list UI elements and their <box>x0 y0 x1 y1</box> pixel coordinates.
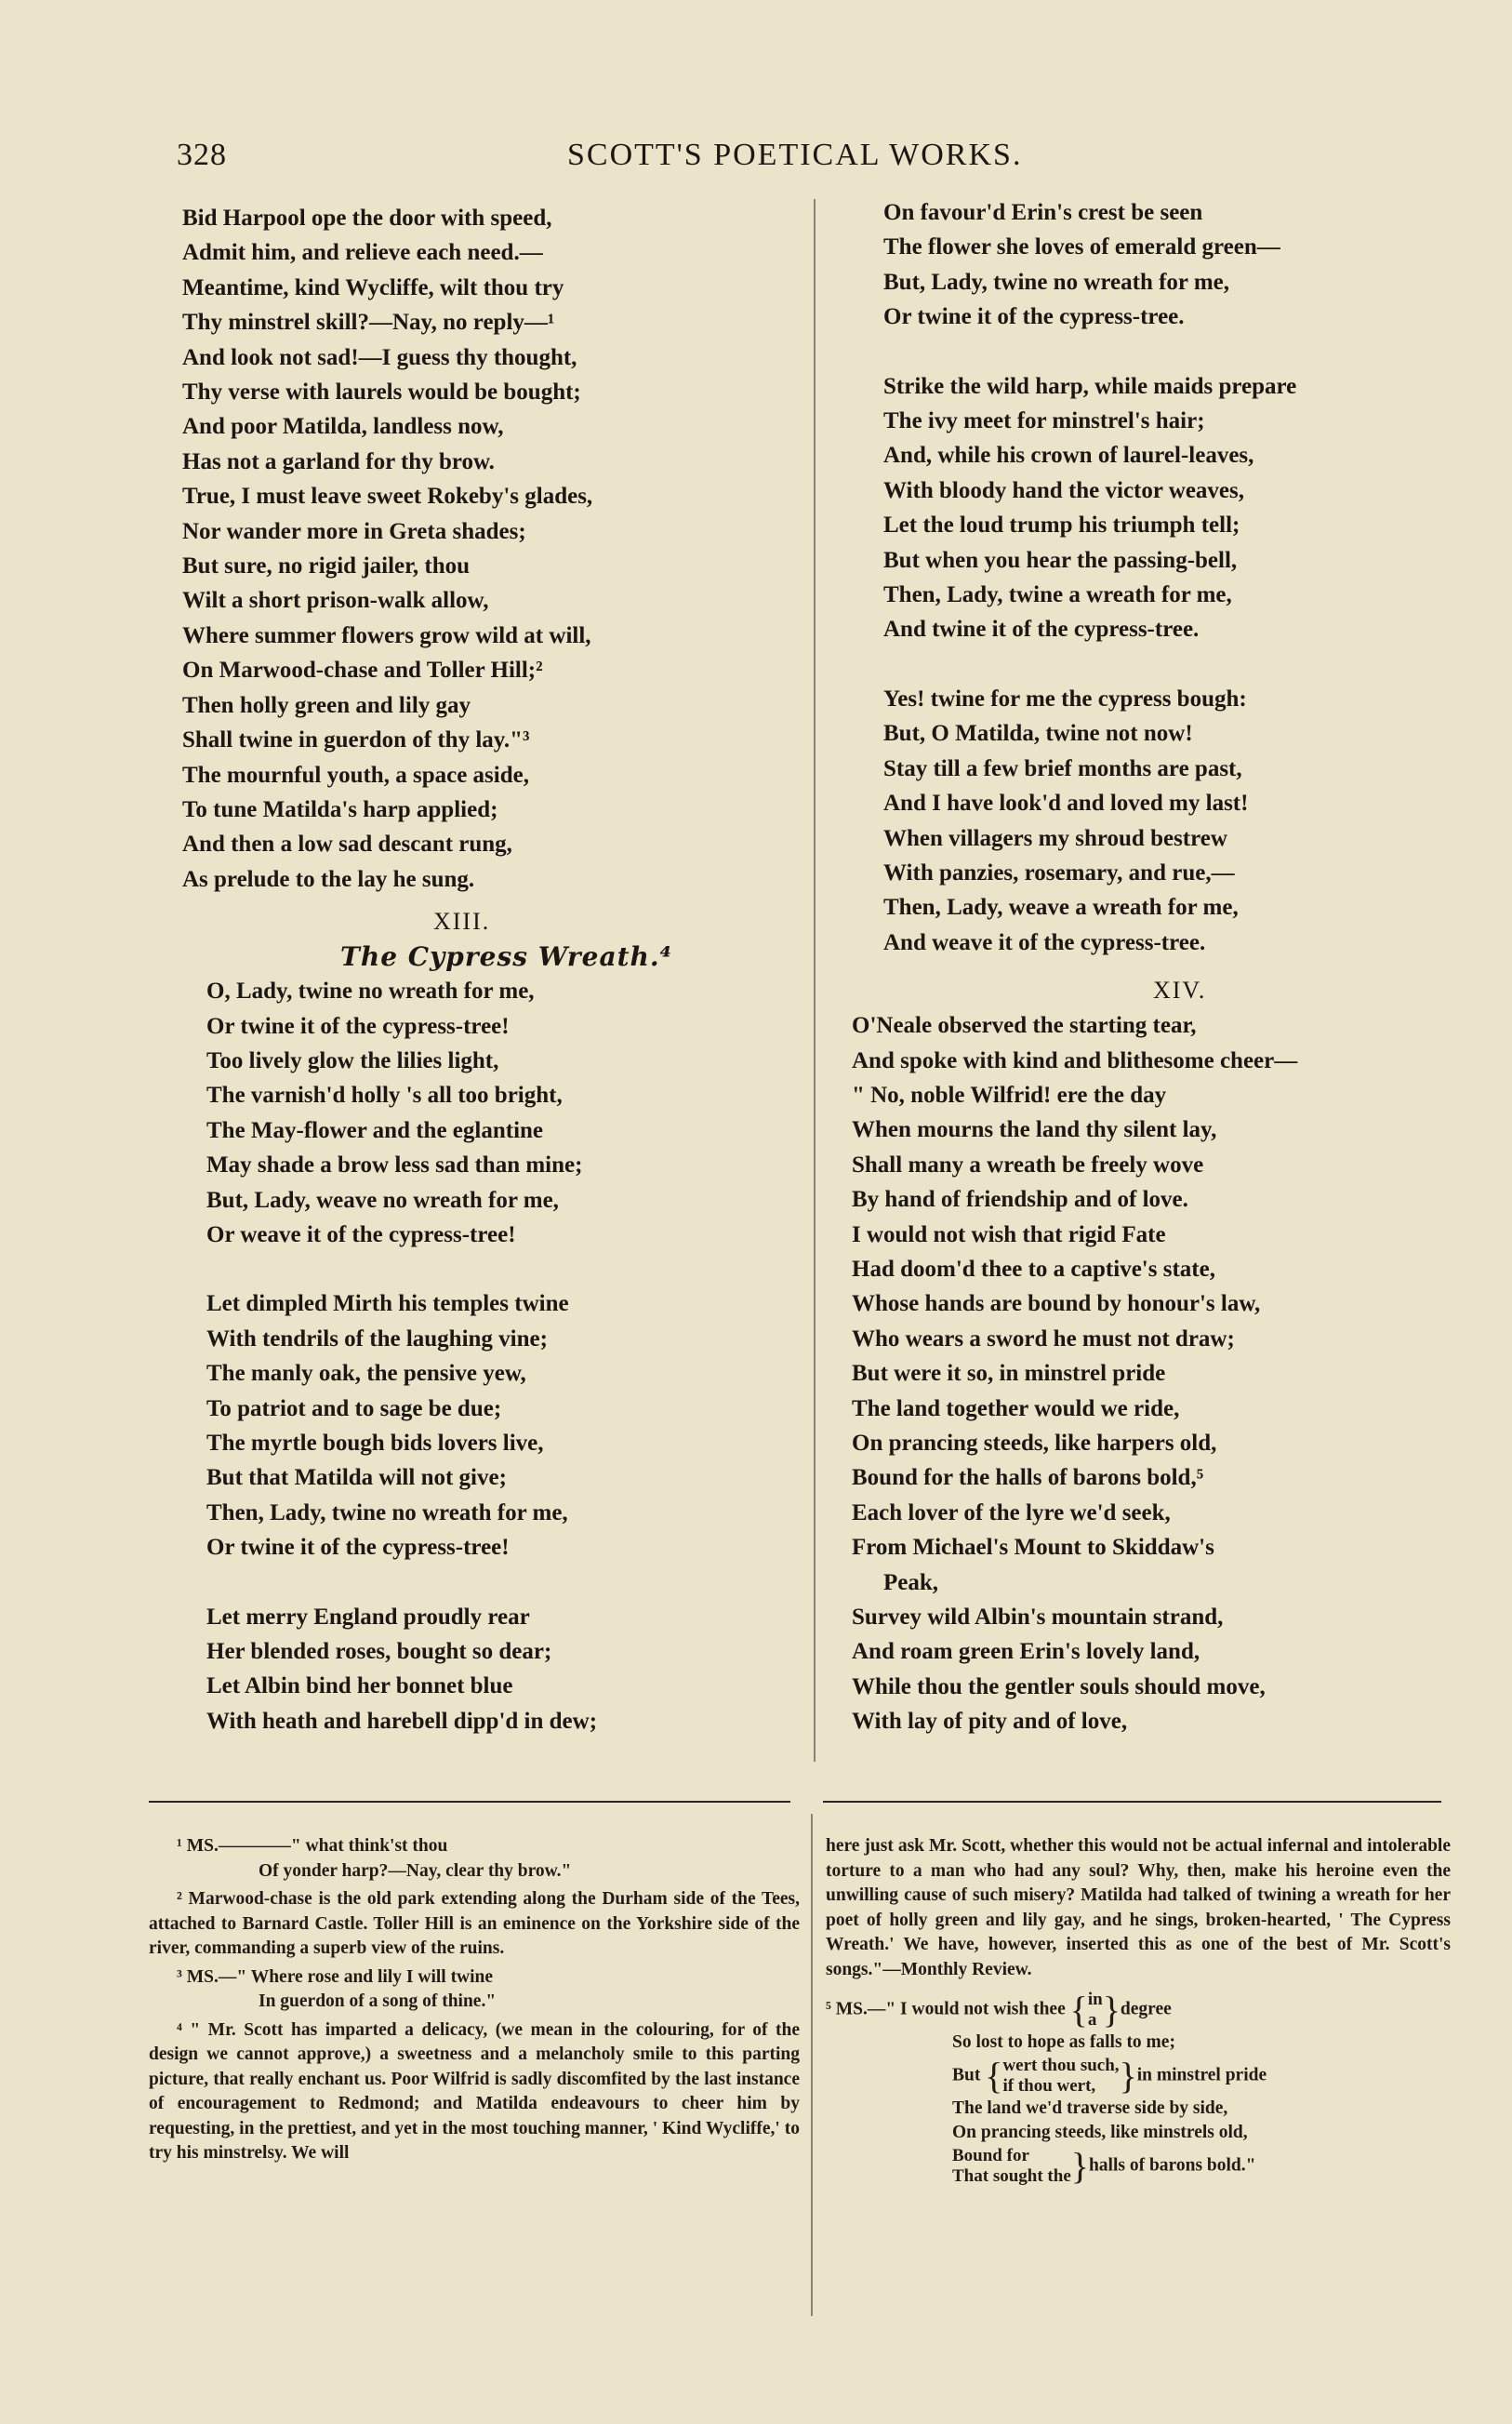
verse-line: Wilt a short prison-walk allow, <box>182 588 489 614</box>
verse-line: Or twine it of the cypress-tree! <box>206 1535 510 1561</box>
verse-line: And roam green Erin's lovely land, <box>852 1639 1200 1665</box>
stanza <box>883 195 1479 335</box>
verse-line: And look not sad!—I guess thy thought, <box>182 344 577 370</box>
verse-line: Let dimpled Mirth his temples twine <box>206 1291 569 1317</box>
footnote-5: ⁵ MS.—" I would not wish thee { in a }degree <box>826 1989 1172 2031</box>
verse-line: But were it so, in minstrel pride <box>852 1361 1166 1387</box>
verse-line: Has not a garland for thy brow. <box>182 448 495 474</box>
verse-line: Admit him, and relieve each need.— <box>182 240 543 266</box>
verse-line: " No, noble Wilfrid! ere the day <box>852 1082 1167 1108</box>
verse-line: Bound for the halls of barons bold,⁵ <box>852 1465 1204 1491</box>
footnote-4-cont: here just ask Mr. Scott, whether this would not be actual infernal and intolerable torture to a man who had any soul? Why, then, make his heroine even the unwilling cause of such misery? Matilda had talked of twining a wreath for her poet of holly green and lily gay, and he sings, broken-hearted, ' The Cypress Wreath.' We have, however, inserted this as one of the best of Mr. Scott's songs."—Monthly Review. <box>826 1836 1451 1979</box>
right-column <box>852 195 1479 1739</box>
footnotes-right <box>826 1834 1451 2187</box>
footnote-5-line: So lost to hope as falls to me; <box>952 2032 1175 2052</box>
verse-line: But that Matilda will not give; <box>206 1465 507 1491</box>
verse-line: With panzies, rosemary, and rue,— <box>883 859 1235 886</box>
verse-line: Her blended roses, bought so dear; <box>206 1639 552 1665</box>
verse-line: From Michael's Mount to Skiddaw's <box>852 1535 1214 1561</box>
verse-line: The land together would we ride, <box>852 1395 1180 1421</box>
verse-line: But when you hear the passing-bell, <box>883 547 1238 573</box>
footnote-rule <box>149 1801 790 1803</box>
verse-line: But, O Matilda, twine not now! <box>883 721 1193 747</box>
stanza <box>883 369 1479 647</box>
verse-line: As prelude to the lay he sung. <box>182 866 475 892</box>
footnote-2: ² Marwood-chase is the old park extending along the Durham side of the Tees, attached to Barnard Castle. Toller Hill is an eminence on the Yorkshire side of the river, commanding a superb view of the ruins. <box>149 1889 800 1958</box>
verse-line: Let the loud trump his triumph tell; <box>883 513 1240 539</box>
verse-line: Peak, <box>883 1569 939 1595</box>
verse-line: Yes! twine for me the cypress bough: <box>883 686 1247 712</box>
verse-line: Let merry England proudly rear <box>206 1604 530 1630</box>
verse-line: And twine it of the cypress-tree. <box>883 617 1200 643</box>
verse-line: To tune Matilda's harp applied; <box>182 796 498 822</box>
verse-line: Or weave it of the cypress-tree! <box>206 1221 516 1247</box>
verse-line: By hand of friendship and of love. <box>852 1187 1188 1213</box>
verse-line: Too lively glow the lilies light, <box>206 1047 499 1073</box>
verse-line: Then, Lady, twine no wreath for me, <box>206 1499 568 1525</box>
verse-line: And spoke with kind and blithesome cheer— <box>852 1047 1298 1073</box>
footnote-1-cont: Of yonder harp?—Nay, clear thy brow." <box>259 1860 572 1881</box>
footnote-5-line: On prancing steeds, like minstrels old, <box>952 2123 1248 2142</box>
verse-line: And poor Matilda, landless now, <box>182 414 504 440</box>
verse-line: The mournful youth, a space aside, <box>182 762 529 788</box>
verse-line: But, Lady, twine no wreath for me, <box>883 269 1229 295</box>
stanza <box>182 1286 787 1565</box>
verse-line: With tendrils of the laughing vine; <box>206 1325 548 1352</box>
verse-line: Then, Lady, twine a wreath for me, <box>883 582 1232 608</box>
verse-line: When mourns the land thy silent lay, <box>852 1117 1217 1143</box>
verse-line: Thy minstrel skill?—Nay, no reply—¹ <box>182 310 555 336</box>
verse-line: With bloody hand the victor weaves, <box>883 477 1245 503</box>
verse-line: Where summer flowers grow wild at will, <box>182 622 591 648</box>
verse-line: With heath and harebell dipp'd in dew; <box>206 1708 598 1734</box>
verse-line: May shade a brow less sad than mine; <box>206 1152 583 1179</box>
verse-line: But, Lady, weave no wreath for me, <box>206 1187 559 1213</box>
stanza <box>182 974 787 1252</box>
verse-line: When villagers my shroud bestrew <box>883 825 1227 851</box>
verse-line: On favour'd Erin's crest be seen <box>883 200 1203 225</box>
footnote-divider <box>811 1814 813 2316</box>
verse-line: With lay of pity and of love, <box>852 1709 1128 1735</box>
poem-title: The Cypress Wreath.⁴ <box>340 941 672 973</box>
footnote-1: ¹ MS.————" what think'st thou <box>177 1836 448 1856</box>
section-number: XIV. <box>1153 977 1207 1005</box>
verse-line: Survey wild Albin's mountain strand, <box>852 1605 1224 1631</box>
verse-line: Nor wander more in Greta shades; <box>182 518 526 544</box>
verse-line: And, while his crown of laurel-leaves, <box>883 443 1254 469</box>
verse-line: Then, Lady, weave a wreath for me, <box>883 895 1239 921</box>
verse-line: I would not wish that rigid Fate <box>852 1221 1166 1247</box>
verse-line: Or twine it of the cypress-tree! <box>206 1013 510 1039</box>
footnote-3-cont: In guerdon of a song of thine." <box>259 1991 497 2011</box>
verse-line: The ivy meet for minstrel's hair; <box>883 408 1205 434</box>
stanza <box>182 1600 787 1739</box>
stanza <box>883 682 1479 960</box>
verse-line: Shall twine in guerdon of thy lay."³ <box>182 727 530 753</box>
verse-block <box>182 201 787 897</box>
verse-line: On Marwood-chase and Toller Hill;² <box>182 658 543 684</box>
footnote-4: ⁴ " Mr. Scott has imparted a delicacy, (we mean in the colouring, for of the design we cannot approve,) a sweetness and a melancholy smile to this parting picture, that really enchant us. Poor Wilfrid is sadly discomfited by the last instance of encouragement to Redmond; and Matilda endeavours to cheer him by requesting, in the prettiest, and yet in the most touching manner, ' Kind Wycliffe,' to try his minstrelsy. We will <box>149 2019 800 2163</box>
verse-line: The myrtle bough bids lovers live, <box>206 1431 544 1456</box>
verse-line: Let Albin bind her bonnet blue <box>206 1673 513 1699</box>
verse-line: True, I must leave sweet Rokeby's glades, <box>182 484 593 510</box>
footnote-5-line: The land we'd traverse side by side, <box>952 2098 1228 2118</box>
verse-line: To patriot and to sage be due; <box>206 1395 502 1421</box>
verse-line: The May-flower and the eglantine <box>206 1117 544 1143</box>
verse-line: The varnish'd holly 's all too bright, <box>206 1083 563 1109</box>
verse-line: Thy verse with laurels would be bought; <box>182 380 581 406</box>
running-title: SCOTT'S POETICAL WORKS. <box>567 138 1023 172</box>
verse-line: And weave it of the cypress-tree. <box>883 929 1206 955</box>
verse-line: And I have look'd and loved my last! <box>883 791 1249 817</box>
verse-line: The manly oak, the pensive yew, <box>206 1361 526 1387</box>
page-header <box>0 138 1512 180</box>
verse-line: Bid Harpool ope the door with speed, <box>182 206 552 231</box>
footnote-5-line: But { wert thou such, if thou wert, }in minstrel pride <box>952 2054 1267 2097</box>
verse-line: Strike the wild harp, while maids prepare <box>883 373 1297 399</box>
verse-line: And then a low sad descant rung, <box>182 832 512 858</box>
verse-line: The flower she loves of emerald green— <box>883 234 1280 260</box>
verse-block <box>852 1008 1479 1739</box>
verse-line: Had doom'd thee to a captive's state, <box>852 1256 1215 1282</box>
footnotes-left <box>149 1834 800 2166</box>
verse-line: Stay till a few brief months are past, <box>883 755 1242 781</box>
section-number: XIII. <box>433 908 491 936</box>
footnote-3: ³ MS.—" Where rose and lily I will twine <box>177 1966 494 1987</box>
verse-line: Shall many a wreath be freely wove <box>852 1152 1204 1178</box>
verse-line: Who wears a sword he must not draw; <box>852 1325 1235 1352</box>
verse-line: On prancing steeds, like harpers old, <box>852 1431 1217 1456</box>
verse-line: But sure, no rigid jailer, thou <box>182 553 471 579</box>
verse-line: O, Lady, twine no wreath for me, <box>206 979 535 1005</box>
column-divider <box>814 199 816 1762</box>
verse-line: Whose hands are bound by honour's law, <box>852 1291 1261 1317</box>
verse-line: Each lover of the lyre we'd seek, <box>852 1499 1171 1525</box>
footnote-5-line: Bound for That sought the }halls of barons bold." <box>952 2144 1256 2187</box>
verse-line: Meantime, kind Wycliffe, wilt thou try <box>182 274 564 300</box>
verse-line: Or twine it of the cypress-tree. <box>883 304 1185 330</box>
left-column <box>182 201 787 1738</box>
verse-line: O'Neale observed the starting tear, <box>852 1013 1197 1039</box>
verse-line: While thou the gentler souls should move, <box>852 1673 1266 1699</box>
verse-line: Then holly green and lily gay <box>182 692 471 718</box>
footnote-rule <box>823 1801 1441 1803</box>
page-number: 328 <box>177 138 227 172</box>
